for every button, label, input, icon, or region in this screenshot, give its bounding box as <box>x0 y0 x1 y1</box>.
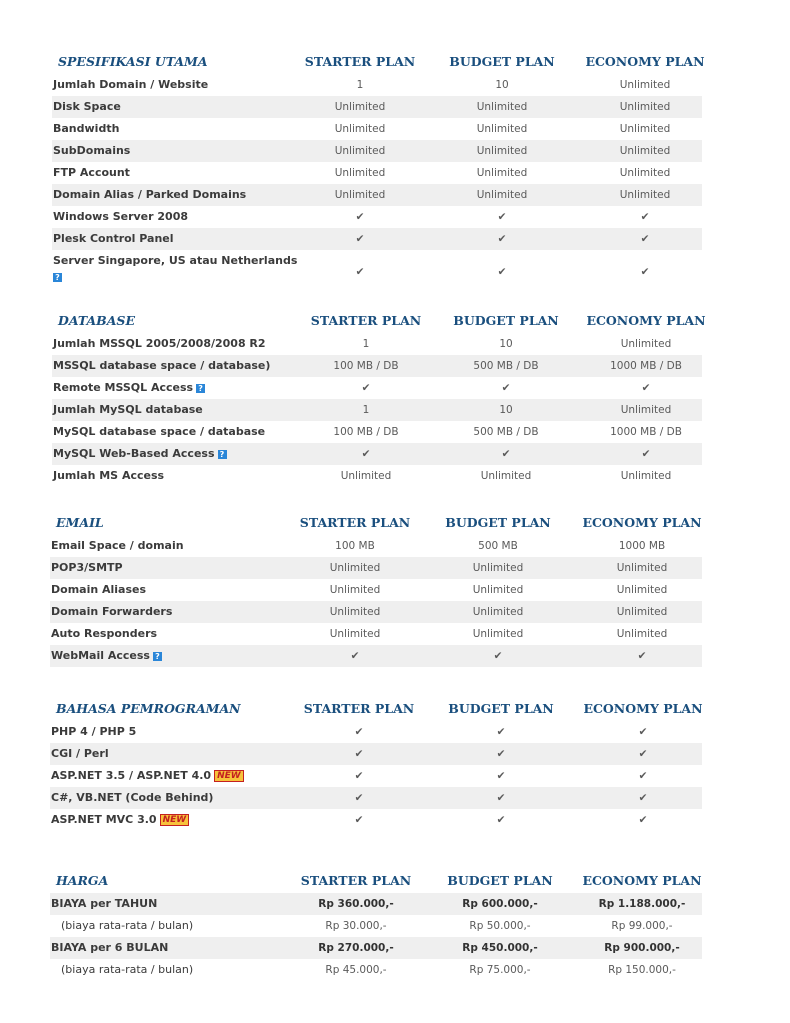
row-label-text: Server Singapore, US atau Netherlands <box>53 254 298 267</box>
table-row <box>52 74 702 96</box>
plan-header-budget: BUDGET PLAN <box>445 515 551 530</box>
check-icon: ✔ <box>501 448 511 460</box>
check-icon: ✔ <box>640 211 650 223</box>
row-label <box>51 645 162 667</box>
row-label: BIAYA per 6 BULAN <box>51 941 169 954</box>
check-icon: ✔ <box>641 382 651 394</box>
value-starter: Unlimited <box>334 167 386 179</box>
row-label: POP3/SMTP <box>51 561 123 574</box>
price-budget: Rp 50.000,- <box>469 920 531 932</box>
row-label: Plesk Control Panel <box>53 232 174 245</box>
check-icon: ✔ <box>493 650 503 662</box>
section-title: HARGA <box>56 873 109 888</box>
value-starter: Unlimited <box>329 606 381 618</box>
table-row <box>52 250 702 294</box>
row-label: Jumlah MySQL database <box>53 403 203 416</box>
plan-header-budget: BUDGET PLAN <box>453 313 559 328</box>
table-row <box>50 809 702 831</box>
row-label: Domain Aliases <box>51 583 147 596</box>
row-label: FTP Account <box>53 166 130 179</box>
value-budget: 10 <box>499 404 513 416</box>
table-row <box>50 721 702 743</box>
value-budget: 500 MB / DB <box>473 426 539 438</box>
row-label: Jumlah Domain / Website <box>53 78 209 91</box>
value-budget: Unlimited <box>476 123 528 135</box>
table-row <box>50 937 702 959</box>
row-label <box>51 765 244 787</box>
table-row <box>50 765 702 787</box>
value-budget: Unlimited <box>472 628 524 640</box>
new-badge: NEW <box>160 814 190 826</box>
row-label: Domain Alias / Parked Domains <box>53 188 247 201</box>
price-economy: Rp 1.188.000,- <box>598 898 686 910</box>
check-icon: ✔ <box>361 448 371 460</box>
section-title: DATABASE <box>58 313 135 328</box>
value-economy: 1000 MB <box>618 540 666 552</box>
value-starter: Unlimited <box>329 584 381 596</box>
value-starter: 100 MB / DB <box>333 426 399 438</box>
value-budget: Unlimited <box>472 584 524 596</box>
check-icon: ✔ <box>501 382 511 394</box>
help-icon[interactable]: ? <box>218 450 227 459</box>
table-row <box>52 118 702 140</box>
value-economy: Unlimited <box>619 167 671 179</box>
table-row <box>52 140 702 162</box>
value-budget: Unlimited <box>476 167 528 179</box>
section-title: SPESIFIKASI UTAMA <box>58 54 208 69</box>
check-icon: ✔ <box>641 448 651 460</box>
price-starter: Rp 45.000,- <box>325 964 387 976</box>
plan-header-economy: ECONOMY PLAN <box>583 701 703 716</box>
table-row <box>50 579 702 601</box>
row-label: Domain Forwarders <box>51 605 173 618</box>
value-economy: 1000 MB / DB <box>610 360 682 372</box>
table-row <box>50 893 702 915</box>
value-economy: Unlimited <box>616 562 668 574</box>
price-economy: Rp 900.000,- <box>604 942 680 954</box>
table-row <box>52 228 702 250</box>
table-row <box>52 206 702 228</box>
check-icon: ✔ <box>637 650 647 662</box>
help-icon[interactable]: ? <box>196 384 205 393</box>
plan-header-economy: ECONOMY PLAN <box>585 54 705 69</box>
value-budget: Unlimited <box>472 562 524 574</box>
value-economy: Unlimited <box>616 606 668 618</box>
plan-header-starter: STARTER PLAN <box>300 873 412 888</box>
row-label <box>53 377 205 399</box>
value-economy: Unlimited <box>619 189 671 201</box>
check-icon: ✔ <box>638 792 648 804</box>
check-icon: ✔ <box>355 266 365 278</box>
table-row <box>50 535 702 557</box>
value-economy: Unlimited <box>619 79 671 91</box>
check-icon: ✔ <box>350 650 360 662</box>
check-icon: ✔ <box>638 748 648 760</box>
section-database <box>52 313 706 487</box>
value-budget: 10 <box>499 338 513 350</box>
section-bahasa <box>50 701 702 831</box>
check-icon: ✔ <box>354 770 364 782</box>
value-budget: Unlimited <box>476 189 528 201</box>
plan-header-starter: STARTER PLAN <box>310 313 422 328</box>
row-label <box>53 253 297 285</box>
table-row <box>50 601 702 623</box>
table-row <box>52 96 702 118</box>
check-icon: ✔ <box>354 792 364 804</box>
check-icon: ✔ <box>638 814 648 826</box>
value-budget: Unlimited <box>476 145 528 157</box>
check-icon: ✔ <box>638 726 648 738</box>
value-starter: Unlimited <box>334 123 386 135</box>
table-row <box>52 377 702 399</box>
check-icon: ✔ <box>497 233 507 245</box>
value-budget: 10 <box>495 79 509 91</box>
row-label-text: MySQL Web-Based Access <box>53 447 215 460</box>
section-header <box>50 873 702 893</box>
row-label: MSSQL database space / database) <box>53 359 271 372</box>
row-label: Jumlah MS Access <box>53 469 165 482</box>
price-budget: Rp 600.000,- <box>462 898 538 910</box>
price-budget: Rp 450.000,- <box>462 942 538 954</box>
table-row <box>52 355 702 377</box>
value-starter: Unlimited <box>334 189 386 201</box>
help-icon[interactable]: ? <box>53 273 62 282</box>
section-header <box>52 313 706 333</box>
value-budget: 500 MB / DB <box>473 360 539 372</box>
table-row <box>50 787 702 809</box>
check-icon: ✔ <box>355 211 365 223</box>
value-economy: Unlimited <box>620 338 672 350</box>
value-starter: 1 <box>362 404 370 416</box>
check-icon: ✔ <box>496 792 506 804</box>
row-label: Jumlah MSSQL 2005/2008/2008 R2 <box>53 337 266 350</box>
check-icon: ✔ <box>496 814 506 826</box>
check-icon: ✔ <box>354 726 364 738</box>
plan-header-economy: ECONOMY PLAN <box>582 515 702 530</box>
section-title: BAHASA PEMROGRAMAN <box>56 701 241 716</box>
check-icon: ✔ <box>497 211 507 223</box>
row-label: CGI / Perl <box>51 747 109 760</box>
check-icon: ✔ <box>497 266 507 278</box>
value-economy: Unlimited <box>620 470 672 482</box>
help-icon[interactable]: ? <box>153 652 162 661</box>
row-label: Windows Server 2008 <box>53 210 189 223</box>
price-starter: Rp 270.000,- <box>318 942 394 954</box>
value-budget: Unlimited <box>480 470 532 482</box>
table-row <box>52 162 702 184</box>
price-economy: Rp 99.000,- <box>611 920 673 932</box>
section-header <box>50 701 702 721</box>
row-label: C#, VB.NET (Code Behind) <box>51 791 214 804</box>
table-row <box>52 465 702 487</box>
plan-header-budget: BUDGET PLAN <box>447 873 553 888</box>
plan-header-starter: STARTER PLAN <box>299 515 411 530</box>
value-budget: Unlimited <box>472 606 524 618</box>
price-starter: Rp 360.000,- <box>318 898 394 910</box>
row-label: Email Space / domain <box>51 539 184 552</box>
value-economy: Unlimited <box>619 101 671 113</box>
section-email <box>50 515 702 667</box>
value-budget: 500 MB <box>478 540 518 552</box>
value-starter: Unlimited <box>334 145 386 157</box>
section-spesifikasi <box>52 54 705 294</box>
check-icon: ✔ <box>640 266 650 278</box>
table-row <box>50 557 702 579</box>
plan-header-budget: BUDGET PLAN <box>449 54 555 69</box>
section-header <box>52 54 705 74</box>
value-starter: 100 MB <box>335 540 375 552</box>
check-icon: ✔ <box>355 233 365 245</box>
table-row <box>52 421 702 443</box>
table-row <box>52 184 702 206</box>
value-starter: 1 <box>356 79 364 91</box>
table-row <box>50 623 702 645</box>
row-label <box>51 809 189 831</box>
table-row <box>50 743 702 765</box>
row-label-text: Remote MSSQL Access <box>53 381 194 394</box>
price-starter: Rp 30.000,- <box>325 920 387 932</box>
row-label: BIAYA per TAHUN <box>51 897 158 910</box>
table-row <box>50 645 702 667</box>
row-label: PHP 4 / PHP 5 <box>51 725 137 738</box>
value-starter: Unlimited <box>334 101 386 113</box>
row-label-text: ASP.NET 3.5 / ASP.NET 4.0 <box>51 769 212 782</box>
price-economy: Rp 150.000,- <box>608 964 676 976</box>
check-icon: ✔ <box>496 726 506 738</box>
plan-header-starter: STARTER PLAN <box>304 54 416 69</box>
value-starter: 100 MB / DB <box>333 360 399 372</box>
value-economy: Unlimited <box>620 404 672 416</box>
row-label: SubDomains <box>53 144 131 157</box>
plan-header-economy: ECONOMY PLAN <box>582 873 702 888</box>
value-starter: Unlimited <box>340 470 392 482</box>
check-icon: ✔ <box>496 770 506 782</box>
row-label-text: ASP.NET MVC 3.0 <box>51 813 157 826</box>
row-label: MySQL database space / database <box>53 425 266 438</box>
check-icon: ✔ <box>354 814 364 826</box>
table-row <box>50 959 702 981</box>
value-starter: 1 <box>362 338 370 350</box>
plan-header-budget: BUDGET PLAN <box>448 701 554 716</box>
row-label-text: WebMail Access <box>51 649 150 662</box>
plan-header-starter: STARTER PLAN <box>303 701 415 716</box>
table-row <box>52 443 702 465</box>
table-row <box>52 333 702 355</box>
row-label: (biaya rata-rata / bulan) <box>61 919 194 932</box>
value-economy: Unlimited <box>619 145 671 157</box>
section-harga <box>50 873 702 981</box>
check-icon: ✔ <box>638 770 648 782</box>
row-label: (biaya rata-rata / bulan) <box>61 963 194 976</box>
new-badge: NEW <box>214 770 244 782</box>
section-title: EMAIL <box>56 515 104 530</box>
check-icon: ✔ <box>496 748 506 760</box>
row-label <box>53 443 227 465</box>
value-starter: Unlimited <box>329 628 381 640</box>
value-economy: Unlimited <box>619 123 671 135</box>
value-starter: Unlimited <box>329 562 381 574</box>
section-header <box>50 515 702 535</box>
value-economy: 1000 MB / DB <box>610 426 682 438</box>
table-row <box>50 915 702 937</box>
row-label: Bandwidth <box>53 122 120 135</box>
table-row <box>52 399 702 421</box>
check-icon: ✔ <box>354 748 364 760</box>
row-label: Disk Space <box>53 100 121 113</box>
value-economy: Unlimited <box>616 584 668 596</box>
plan-header-economy: ECONOMY PLAN <box>586 313 706 328</box>
check-icon: ✔ <box>640 233 650 245</box>
row-label: Auto Responders <box>51 627 158 640</box>
check-icon: ✔ <box>361 382 371 394</box>
value-budget: Unlimited <box>476 101 528 113</box>
price-budget: Rp 75.000,- <box>469 964 531 976</box>
value-economy: Unlimited <box>616 628 668 640</box>
